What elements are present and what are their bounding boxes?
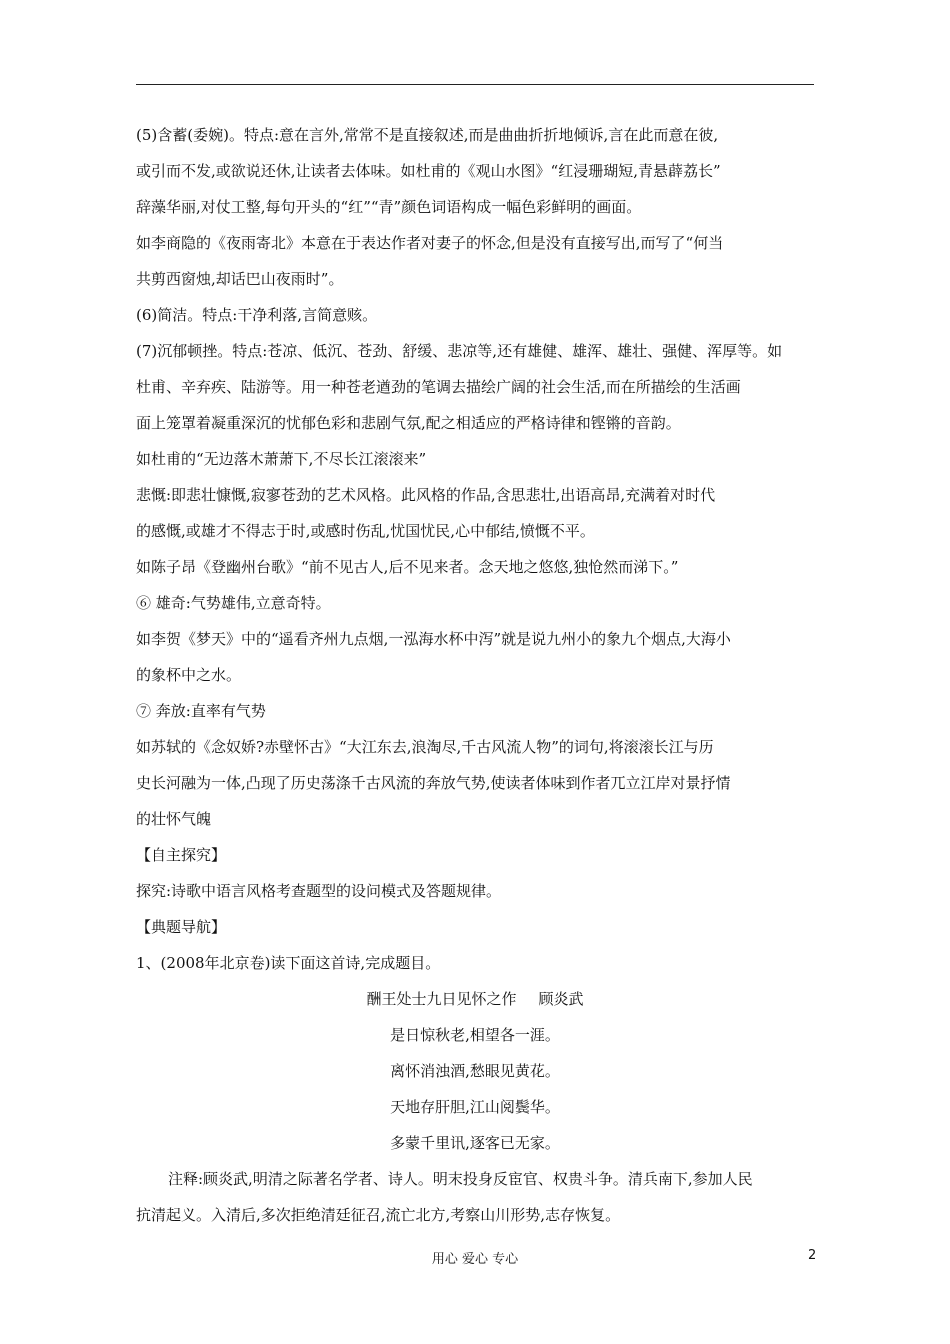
text-line: 如苏轼的《念奴娇?赤壁怀古》“大江东去,浪淘尽,千古风流人物”的词句,将滚滚长江与历 — [136, 738, 714, 756]
text-line: 辞藻华丽,对仗工整,每句开头的“红”“青”颜色词语构成一幅色彩鲜明的画面。 — [136, 198, 642, 216]
note-line: 注释:顾炎武,明清之际著名学者、诗人。明末投身反宦官、权贵斗争。清兵南下,参加人民 — [168, 1170, 753, 1188]
question-line: 1、(2008年北京卷)读下面这首诗,完成题目。 — [136, 954, 441, 972]
text-line: 共剪西窗烛,却话巴山夜雨时”。 — [136, 270, 344, 288]
text-line: ⑥ 雄奇:气势雄伟,立意奇特。 — [136, 594, 331, 612]
text-line: 或引而不发,或欲说还休,让读者去体味。如杜甫的《观山水图》“红浸珊瑚短,青悬薜荔长” — [136, 162, 721, 180]
text-line: 如李贺《梦天》中的“遥看齐州九点烟,一泓海水杯中泻”就是说九州小的象九个烟点,大海小 — [136, 630, 731, 648]
text-line: 杜甫、辛弃疾、陆游等。用一种苍老遒劲的笔调去描绘广阔的社会生活,而在所描绘的生活画 — [136, 378, 741, 396]
section-heading: 【自主探究】 — [136, 846, 227, 864]
page-footer: 用心 爱心 专心 — [431, 1252, 519, 1267]
poem-verse: 多蒙千里讯,逐客已无家。 — [390, 1134, 560, 1152]
text-line: ⑦ 奔放:直率有气势 — [136, 702, 266, 720]
header-rule — [136, 84, 814, 85]
poem-verse: 天地存肝胆,江山阅鬓华。 — [390, 1098, 560, 1116]
text-line: 探究:诗歌中语言风格考查题型的设问模式及答题规律。 — [136, 882, 502, 900]
text-line: (6)简洁。特点:干净利落,言简意赅。 — [136, 306, 378, 324]
text-line: 的感慨,或雄才不得志于时,或感时伤乱,忧国忧民,心中郁结,愤慨不平。 — [136, 522, 595, 540]
text-line: (5)含蓄(委婉)。特点:意在言外,常常不是直接叙述,而是曲曲折折地倾诉,言在此而意在彼, — [136, 126, 719, 144]
text-line: 如李商隐的《夜雨寄北》本意在于表达作者对妻子的怀念,但是没有直接写出,而写了“何当 — [136, 234, 724, 252]
text-line: 的象杯中之水。 — [136, 666, 242, 684]
text-line: 悲慨:即悲壮慷慨,寂寥苍劲的艺术风格。此风格的作品,含思悲壮,出语高昂,充满着对时代 — [136, 486, 716, 504]
poem-author: 顾炎武 — [538, 990, 584, 1008]
text-line: (7)沉郁顿挫。特点:苍凉、低沉、苍劲、舒缓、悲凉等,还有雄健、雄浑、雄壮、强健、浑厚等。如 — [136, 342, 783, 360]
text-line: 如杜甫的“无边落木萧萧下,不尽长江滚滚来” — [136, 450, 427, 468]
text-line: 面上笼罩着凝重深沉的忧郁色彩和悲剧气氛,配之相适应的严格诗律和铿锵的音韵。 — [136, 414, 681, 432]
text-line: 如陈子昂《登幽州台歌》“前不见古人,后不见来者。念天地之悠悠,独怆然而涕下。” — [136, 558, 679, 576]
section-heading: 【典题导航】 — [136, 918, 227, 936]
poem-heading — [0, 988, 950, 1010]
poem-verse: 离怀消浊酒,愁眼见黄花。 — [390, 1062, 560, 1080]
text-line: 史长河融为一体,凸现了历史荡涤千古风流的奔放气势,使读者体味到作者兀立江岸对景抒情 — [136, 774, 731, 792]
note-line: 抗清起义。入清后,多次拒绝清廷征召,流亡北方,考察山川形势,志存恢复。 — [136, 1206, 621, 1224]
text-line: 的壮怀气魄 — [136, 810, 212, 828]
poem-title: 酬王处士九日见怀之作 — [366, 990, 517, 1008]
page-number: 2 — [808, 1248, 817, 1263]
poem-verse: 是日惊秋老,相望各一涯。 — [390, 1026, 560, 1044]
